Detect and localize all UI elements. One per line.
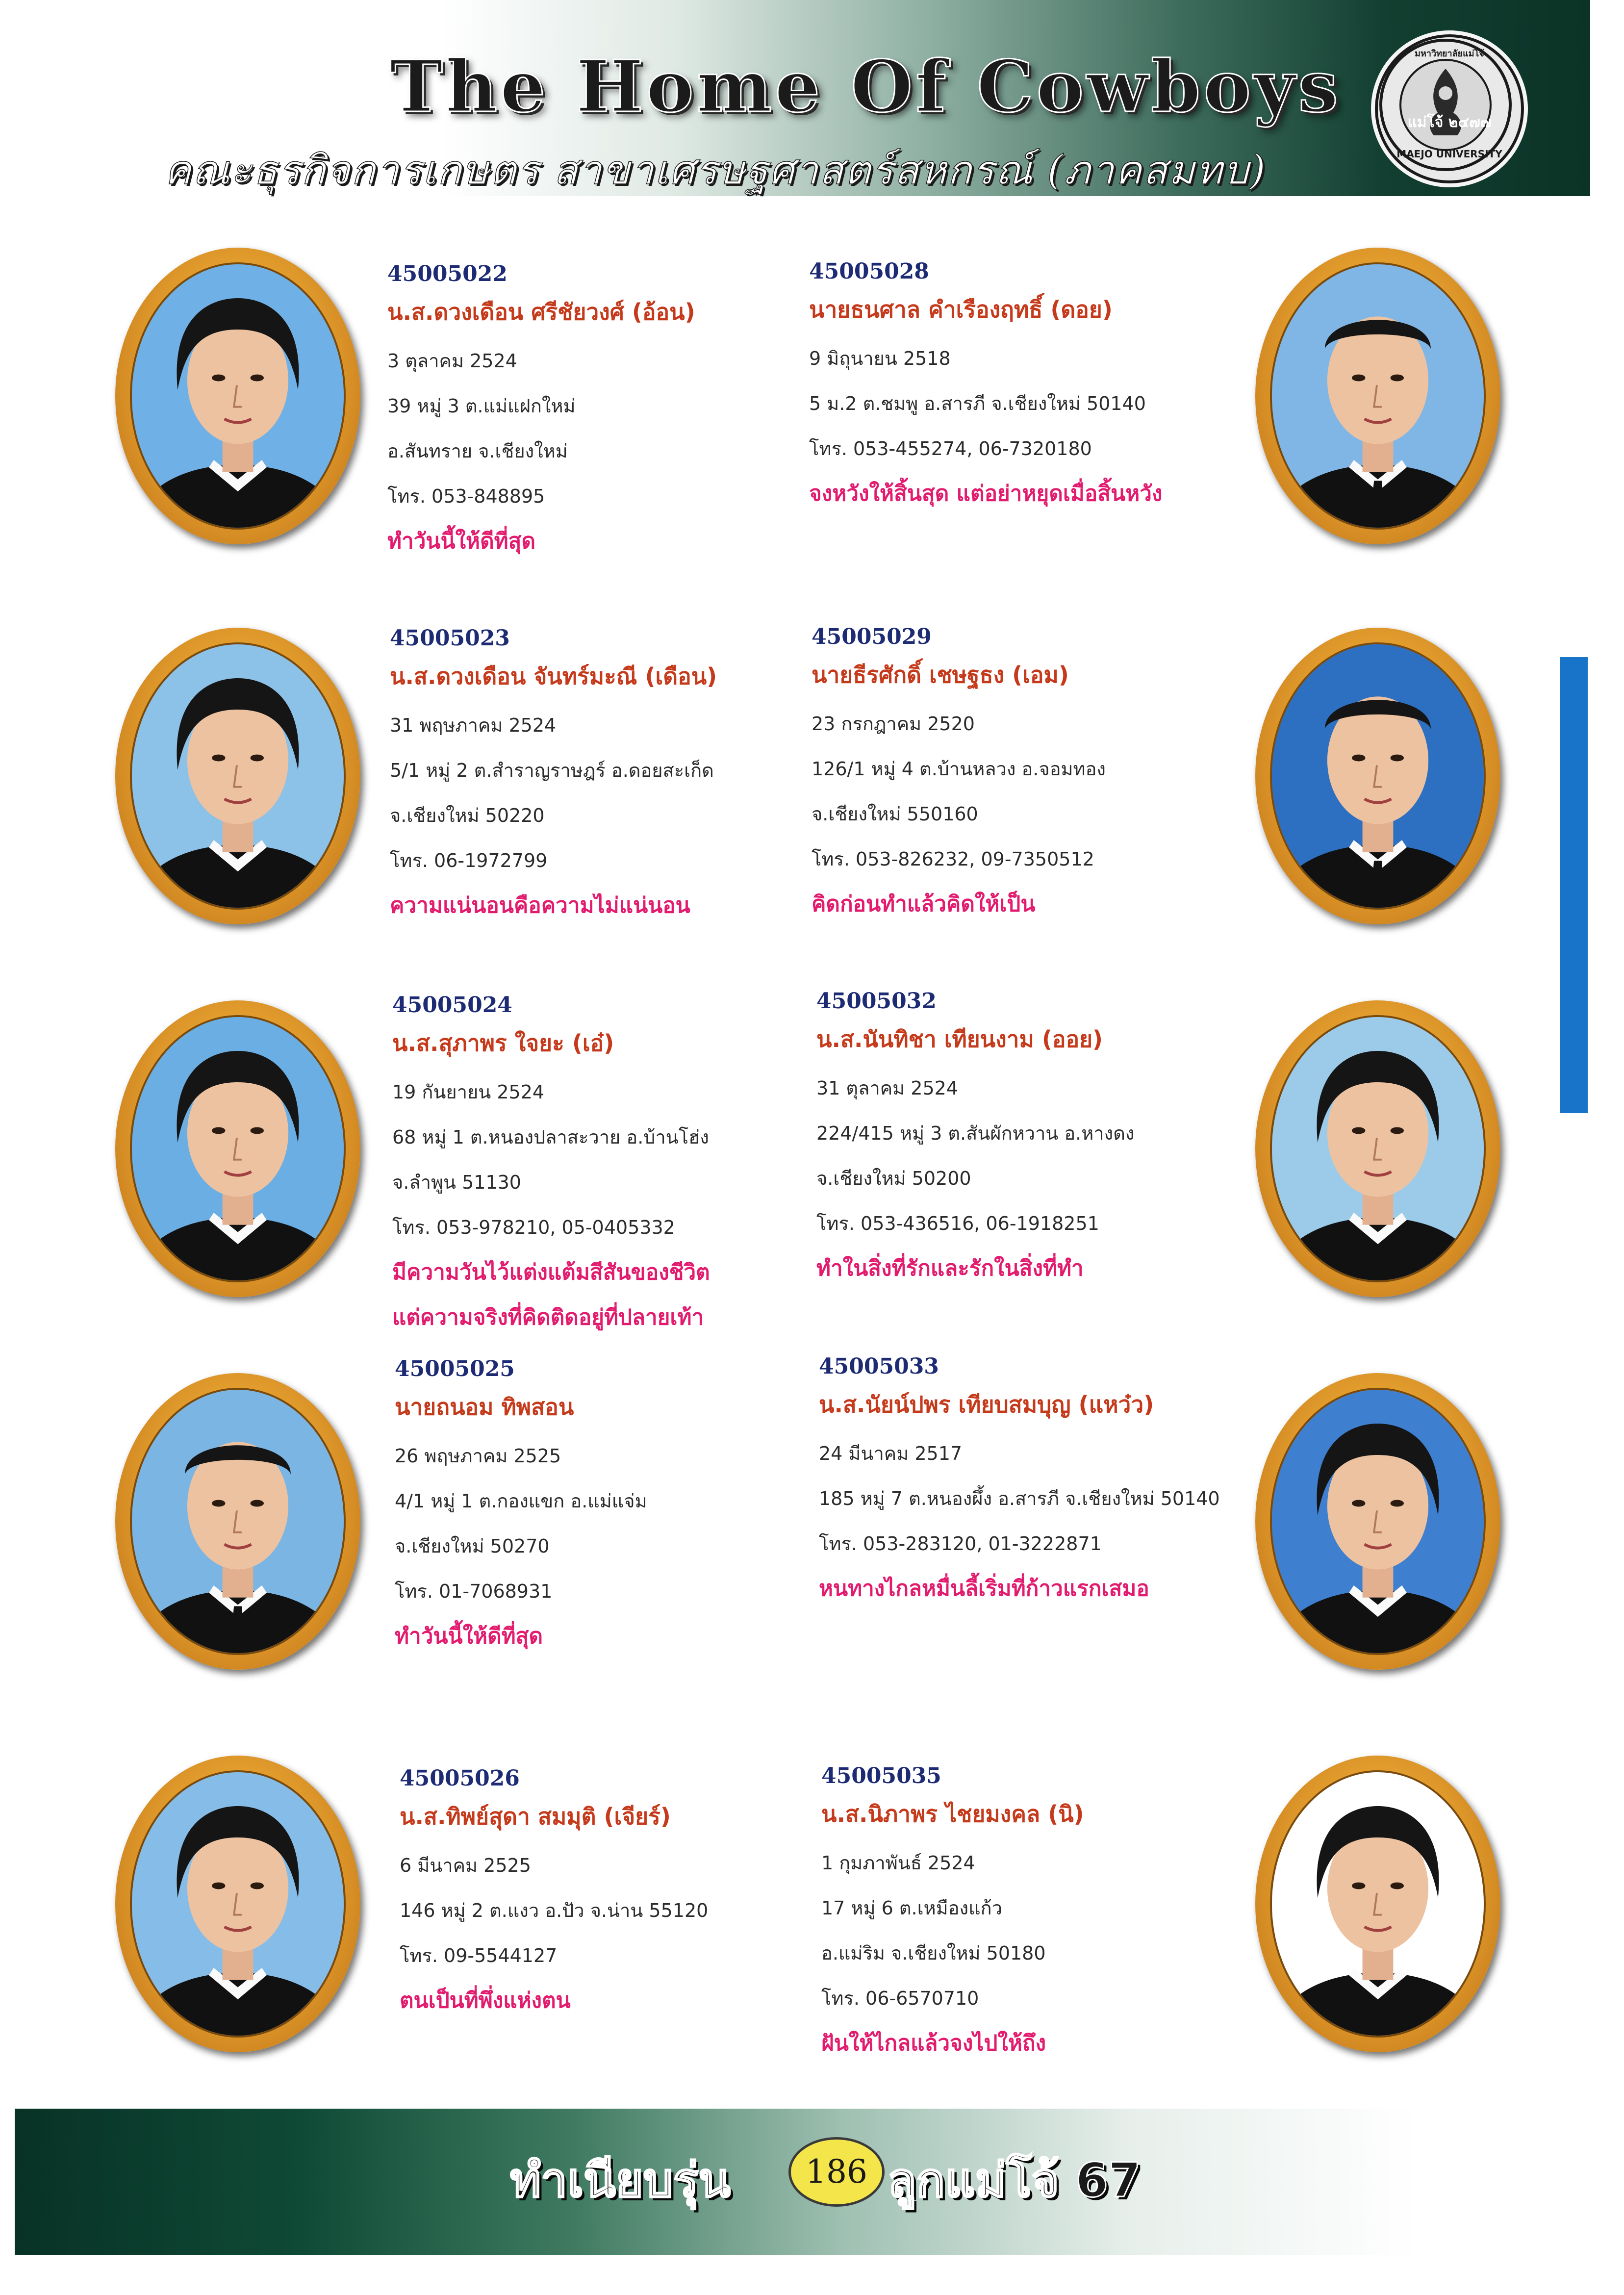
student-entry bbox=[821, 1763, 1302, 2066]
student-id: 45005023 bbox=[390, 626, 510, 651]
student-id: 45005026 bbox=[400, 1766, 520, 1791]
student-photo bbox=[1270, 262, 1486, 530]
student-name: นายธนศาล คำเรืองฤทธิ์ (ดอย) bbox=[809, 296, 1113, 323]
student-detail-line: 5/1 หมู่ 2 ต.สำราญราษฎร์ อ.ดอยสะเก็ด bbox=[390, 760, 714, 781]
portrait-figure bbox=[1272, 644, 1484, 908]
student-detail-line: โทร. 053-978210, 05-0405332 bbox=[392, 1217, 675, 1238]
student-detail-line: โทร. 06-6570710 bbox=[821, 1988, 979, 2009]
student-photo bbox=[1270, 1388, 1486, 1655]
seal-text-bottom: MAEJO UNIVERSITY bbox=[1396, 148, 1502, 160]
student-motto: ตนเป็นที่พึ่งแห่งตน bbox=[400, 1988, 571, 2013]
student-photo bbox=[1270, 1770, 1486, 2038]
student-name: น.ส.สุภาพร ใจยะ (เอ๋) bbox=[392, 1030, 614, 1056]
student-motto: จงหวังให้สิ้นสุด แต่อย่าหยุดเมื่อสิ้นหวัง bbox=[809, 481, 1163, 506]
student-photo-frame bbox=[115, 1000, 360, 1297]
student-motto: ความแน่นอนคือความไม่แน่นอน bbox=[390, 893, 690, 918]
student-birthdate: 3 ตุลาคม 2524 bbox=[387, 350, 517, 372]
class-name: ลูกแม่โจ้ 67 bbox=[888, 2153, 1141, 2208]
portrait-figure bbox=[132, 1772, 344, 2036]
student-detail-line: 4/1 หมู่ 1 ต.กองแขก อ.แม่แจ่ม bbox=[395, 1490, 647, 1512]
student-detail-line: 185 หมู่ 7 ต.หนองผึ้ง อ.สารภี จ.เชียงใหม่ 50140 bbox=[819, 1488, 1220, 1509]
student-birthdate: 19 กันยายน 2524 bbox=[392, 1081, 545, 1103]
student-name: นายธีรศักดิ์ เชษฐธง (เอม) bbox=[812, 662, 1069, 688]
student-detail-line: โทร. 053-848895 bbox=[387, 485, 545, 507]
student-detail-line: โทร. 053-436516, 06-1918251 bbox=[816, 1213, 1099, 1234]
student-photo bbox=[1270, 642, 1486, 910]
student-id: 45005025 bbox=[395, 1356, 515, 1381]
student-entry bbox=[809, 258, 1290, 516]
student-detail-line: โทร. 06-1972799 bbox=[390, 850, 548, 871]
student-motto: ทำในสิ่งที่รักและรักในสิ่งที่ทำ bbox=[816, 1256, 1084, 1281]
portrait-figure bbox=[132, 264, 344, 528]
student-birthdate: 31 ตุลาคม 2524 bbox=[816, 1077, 958, 1099]
student-birthdate: 26 พฤษภาคม 2525 bbox=[395, 1445, 561, 1467]
student-photo bbox=[130, 1388, 346, 1655]
page-title: The Home Of Cowboys bbox=[390, 45, 1342, 128]
page-header bbox=[115, 0, 1590, 196]
student-birthdate: 23 กรกฎาคม 2520 bbox=[812, 713, 975, 735]
student-birthdate: 6 มีนาคม 2525 bbox=[400, 1855, 531, 1876]
student-id: 45005035 bbox=[821, 1763, 941, 1788]
student-id: 45005032 bbox=[816, 989, 937, 1014]
student-detail-line: จ.เชียงใหม่ 550160 bbox=[812, 803, 978, 825]
student-name: น.ส.ดวงเดือน ศรีชัยวงศ์ (อ้อน) bbox=[387, 299, 695, 325]
student-photo bbox=[130, 642, 346, 910]
student-detail-line: จ.ลำพูน 51130 bbox=[392, 1172, 521, 1193]
student-detail-line: อ.สันทราย จ.เชียงใหม่ bbox=[387, 440, 568, 462]
student-detail-line: โทร. 09-5544127 bbox=[400, 1945, 558, 1966]
student-motto: ทำวันนี้ให้ดีที่สุด bbox=[395, 1624, 543, 1649]
portrait-figure bbox=[132, 1390, 344, 1653]
student-detail-line: 5 ม.2 ต.ชมพู อ.สารภี จ.เชียงใหม่ 50140 bbox=[809, 393, 1146, 414]
student-photo-frame bbox=[115, 628, 360, 924]
student-id: 45005022 bbox=[387, 261, 508, 286]
student-id: 45005033 bbox=[819, 1354, 939, 1379]
student-detail-line: 224/415 หมู่ 3 ต.สันผักหวาน อ.หางดง bbox=[816, 1122, 1135, 1144]
student-detail-line: จ.เชียงใหม่ 50200 bbox=[816, 1168, 971, 1189]
student-motto: ฝันให้ไกลแล้วจงไปให้ถึง bbox=[821, 2031, 1046, 2056]
portrait-figure bbox=[1272, 264, 1484, 528]
student-detail-line: 126/1 หมู่ 4 ต.บ้านหลวง อ.จอมทอง bbox=[812, 758, 1106, 780]
student-detail-line: โทร. 053-455274, 06-7320180 bbox=[809, 438, 1092, 459]
student-entry bbox=[392, 992, 873, 1340]
student-id: 45005028 bbox=[809, 259, 929, 284]
student-photo bbox=[130, 1770, 346, 2038]
university-seal-logo bbox=[1371, 30, 1528, 187]
student-birthdate: 24 มีนาคม 2517 bbox=[819, 1443, 963, 1464]
student-name: น.ส.นันทิชา เทียนงาม (ออย) bbox=[816, 1026, 1103, 1052]
student-id: 45005024 bbox=[392, 993, 512, 1018]
page-footer bbox=[15, 2109, 1609, 2255]
student-detail-line: 17 หมู่ 6 ต.เหมืองแก้ว bbox=[821, 1897, 1002, 1919]
student-entry bbox=[400, 1765, 880, 2023]
student-motto: มีความวันไว้แต่งแต้มสีสันของชีวิต bbox=[392, 1260, 710, 1285]
portrait-figure bbox=[1272, 1772, 1484, 2036]
portrait-figure bbox=[132, 644, 344, 908]
student-photo bbox=[1270, 1015, 1486, 1282]
student-photo-frame bbox=[115, 1756, 360, 2052]
student-id: 45005029 bbox=[812, 624, 932, 649]
student-entry bbox=[819, 1353, 1299, 1611]
student-entry bbox=[387, 261, 868, 564]
student-name: น.ส.นัยน์ปพร เทียบสมบุญ (แหว๋ว) bbox=[819, 1391, 1154, 1418]
student-entry bbox=[816, 988, 1297, 1291]
student-birthdate: 9 มิถุนายน 2518 bbox=[809, 348, 951, 369]
student-detail-line: โทร. 053-283120, 01-3222871 bbox=[819, 1533, 1102, 1555]
student-motto: หนทางไกลหมื่นลี้เริ่มที่ก้าวแรกเสมอ bbox=[819, 1576, 1149, 1601]
student-motto: แต่ความจริงที่คิดติดอยู่ที่ปลายเท้า bbox=[392, 1305, 704, 1330]
portrait-figure bbox=[1272, 1390, 1484, 1653]
student-entry bbox=[812, 624, 1292, 927]
student-detail-line: โทร. 01-7068931 bbox=[395, 1581, 553, 1602]
student-photo-frame bbox=[115, 248, 360, 544]
student-detail-line: 39 หมู่ 3 ต.แม่แฝกใหม่ bbox=[387, 395, 576, 417]
student-name: นายถนอม ทิพสอน bbox=[395, 1394, 574, 1420]
student-detail-line: จ.เชียงใหม่ 50220 bbox=[390, 805, 545, 826]
student-entry bbox=[390, 625, 870, 928]
portrait-figure bbox=[132, 1017, 344, 1280]
student-photo-frame bbox=[115, 1373, 360, 1670]
page-number-badge: 186 bbox=[788, 2137, 885, 2207]
student-birthdate: 31 พฤษภาคม 2524 bbox=[390, 714, 557, 736]
student-detail-line: อ.แม่ริม จ.เชียงใหม่ 50180 bbox=[821, 1942, 1046, 1964]
student-motto: คิดก่อนทำแล้วคิดให้เป็น bbox=[812, 892, 1036, 917]
student-photo-frame bbox=[1255, 628, 1500, 924]
yearbook-title: ทำเนียบรุ่น bbox=[510, 2153, 731, 2208]
student-motto: ทำวันนี้ให้ดีที่สุด bbox=[387, 529, 536, 554]
student-detail-line: โทร. 053-826232, 09-7350512 bbox=[812, 848, 1094, 870]
seal-text-top: มหาวิทยาลัยแม่โจ้ bbox=[1415, 49, 1484, 59]
side-section-marker bbox=[1560, 657, 1588, 1113]
student-name: น.ส.ทิพย์สุดา สมมุติ (เจียร์) bbox=[400, 1803, 671, 1830]
faculty-subtitle: คณะธุรกิจการเกษตร สาขาเศรษฐศาสตร์สหกรณ์ (ภาคสมทบ) bbox=[164, 147, 1267, 194]
student-photo-frame bbox=[1255, 248, 1500, 544]
student-photo bbox=[130, 1015, 346, 1282]
student-name: น.ส.ดวงเดือน จันทร์มะณี (เดือน) bbox=[390, 663, 717, 689]
student-birthdate: 1 กุมภาพันธ์ 2524 bbox=[821, 1852, 975, 1874]
student-name: น.ส.นิภาพร ไชยมงคล (นิ) bbox=[821, 1801, 1084, 1827]
student-detail-line: จ.เชียงใหม่ 50270 bbox=[395, 1535, 550, 1557]
student-entry bbox=[395, 1356, 875, 1659]
portrait-figure bbox=[1272, 1017, 1484, 1280]
seal-text-center: แม่โจ้ ๒๔๗๗ bbox=[1407, 114, 1492, 131]
student-detail-line: 146 หมู่ 2 ต.แงว อ.ปัว จ.น่าน 55120 bbox=[400, 1900, 709, 1921]
student-detail-line: 68 หมู่ 1 ต.หนองปลาสะวาย อ.บ้านโฮ่ง bbox=[392, 1126, 709, 1148]
student-photo bbox=[130, 262, 346, 530]
